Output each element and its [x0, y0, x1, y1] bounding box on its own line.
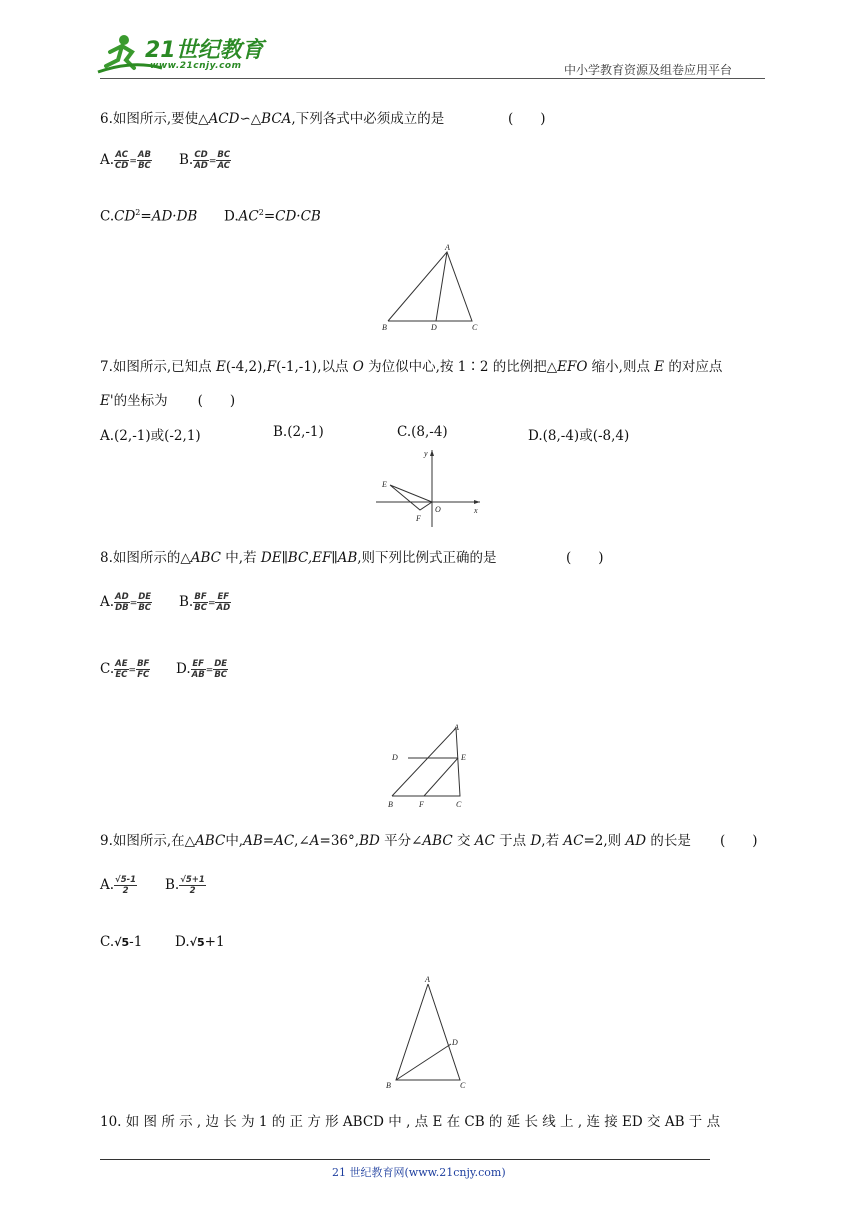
- q9-label-d: D: [452, 1038, 458, 1047]
- q7-label-o: O: [435, 505, 441, 514]
- q6-opt-b-frac1: $\frac{CD}{AD}$: [194, 150, 208, 171]
- q9-option-c[interactable]: C.√5-1: [100, 934, 143, 950]
- footer-text: 21 世纪教育网(www.21cnjy.com): [332, 1166, 506, 1179]
- q7-stem-line1: 7.如图所示,已知点 E(-4,2),F(-1,-1),以点 O 为位似中心,按 1∶2 的比例把△EFO 缩小,则点 E 的对应点: [100, 359, 723, 375]
- q9-option-d[interactable]: D.√5+1: [175, 934, 225, 950]
- q6-opt-b-label: B.: [179, 152, 194, 168]
- q7-option-c[interactable]: C.(8,-4): [397, 424, 448, 440]
- q6-figure: [376, 240, 486, 335]
- q6-option-c[interactable]: $C.CD^2=AD\cdot DB$: [100, 208, 198, 225]
- q6-label-d: D: [431, 323, 437, 332]
- q6-stem-a: 6.如图所示,要使△: [100, 111, 209, 127]
- q7-label-f: F: [416, 514, 421, 523]
- q6-opt-b-frac2: $\frac{BC}{AC}$: [217, 150, 231, 171]
- q7-option-b[interactable]: B.(2,-1): [273, 424, 324, 440]
- q9-label-c: C: [460, 1081, 466, 1090]
- q9-bracket: ( ): [720, 833, 758, 849]
- q6-label-a: A: [445, 243, 450, 252]
- q6-opt-a-frac1: $\frac{AC}{CD}$: [115, 150, 129, 171]
- q8-bracket: ( ): [566, 550, 604, 566]
- q6-bca: BCA: [261, 111, 292, 127]
- q6-label-b: B: [382, 323, 387, 332]
- header-rule: [100, 78, 765, 79]
- logo-url: www.21cnjy.com: [150, 61, 242, 71]
- q9-option-b[interactable]: B. $\frac{√5+1}{2}$: [165, 875, 205, 896]
- q9-option-a[interactable]: A. $\frac{√5-1}{2}$: [100, 875, 137, 896]
- q7-label-y: y: [424, 449, 428, 458]
- q6-option-d[interactable]: $D.AC^2=CD\cdot CB$: [224, 208, 321, 225]
- q6-acd: ACD: [208, 111, 240, 127]
- q7-option-a[interactable]: A.(2,-1)或(-2,1): [100, 428, 201, 444]
- q8-label-e: E: [461, 753, 466, 762]
- q8-stem: 8.如图所示的△ABC 中,若 DE∥BC,EF∥AB,则下列比例式正确的是: [100, 550, 497, 566]
- q8-label-c: C: [456, 800, 462, 809]
- q7-option-d[interactable]: D.(8,-4)或(-8,4): [528, 428, 630, 444]
- q6-opt-a-frac2: $\frac{AB}{BC}$: [137, 150, 151, 171]
- q7-label-e: E: [382, 480, 387, 489]
- logo-title: 21世纪教育: [145, 38, 264, 63]
- platform-name: 中小学教育资源及组卷应用平台: [564, 63, 733, 77]
- q6-option-b[interactable]: B. $\frac{CD}{AD}$ = $\frac{BC}{AC}$: [179, 150, 231, 171]
- q9-figure: [378, 970, 478, 1092]
- q6-stem-b: ,下列各式中必须成立的是: [291, 111, 445, 127]
- q8-figure: [380, 718, 475, 810]
- q8-option-c[interactable]: C. $\frac{AE}{EC}$ = $\frac{BF}{FC}$: [100, 659, 150, 680]
- q10-stem: 10. 如 图 所 示 , 边 长 为 1 的 正 方 形 ABCD 中 , 点 E 在 CB 的 延 长 线 上 , 连 接 ED 交 AB 于 点: [100, 1114, 721, 1130]
- q6-opt-a-label: A.: [100, 152, 115, 168]
- q9-label-b: B: [386, 1081, 391, 1090]
- q9-stem: 9.如图所示,在△ABC中,AB=AC,∠A=36°,BD 平分∠ABC 交 AC 于点 D,若 AC=2,则 AD 的长是: [100, 833, 691, 849]
- q8-label-f: F: [419, 800, 424, 809]
- q7-figure: [370, 445, 485, 530]
- q8-option-a[interactable]: A. $\frac{AD}{DB}$ = $\frac{DE}{BC}$: [100, 592, 152, 613]
- q7-label-x: x: [474, 506, 478, 515]
- q6-stem: [100, 107, 444, 127]
- q9-label-a: A: [425, 975, 430, 984]
- footer-rule: [100, 1159, 710, 1160]
- q6-bracket: ( ): [508, 111, 546, 127]
- q8-label-d: D: [392, 753, 398, 762]
- q8-label-b: B: [388, 800, 393, 809]
- q8-option-b[interactable]: B. $\frac{BF}{BC}$ = $\frac{EF}{AD}$: [179, 592, 231, 613]
- q6-option-a[interactable]: A. $\frac{AC}{CD}$ = $\frac{AB}{BC}$: [100, 150, 151, 171]
- q6-label-c: C: [472, 323, 478, 332]
- q6-sim: ∽△: [239, 111, 262, 127]
- q7-stem-line2: E'的坐标为 ( ): [100, 393, 236, 409]
- q8-option-d[interactable]: D. $\frac{EF}{AB}$ = $\frac{DE}{BC}$: [176, 659, 228, 680]
- q8-label-a: A: [454, 723, 459, 732]
